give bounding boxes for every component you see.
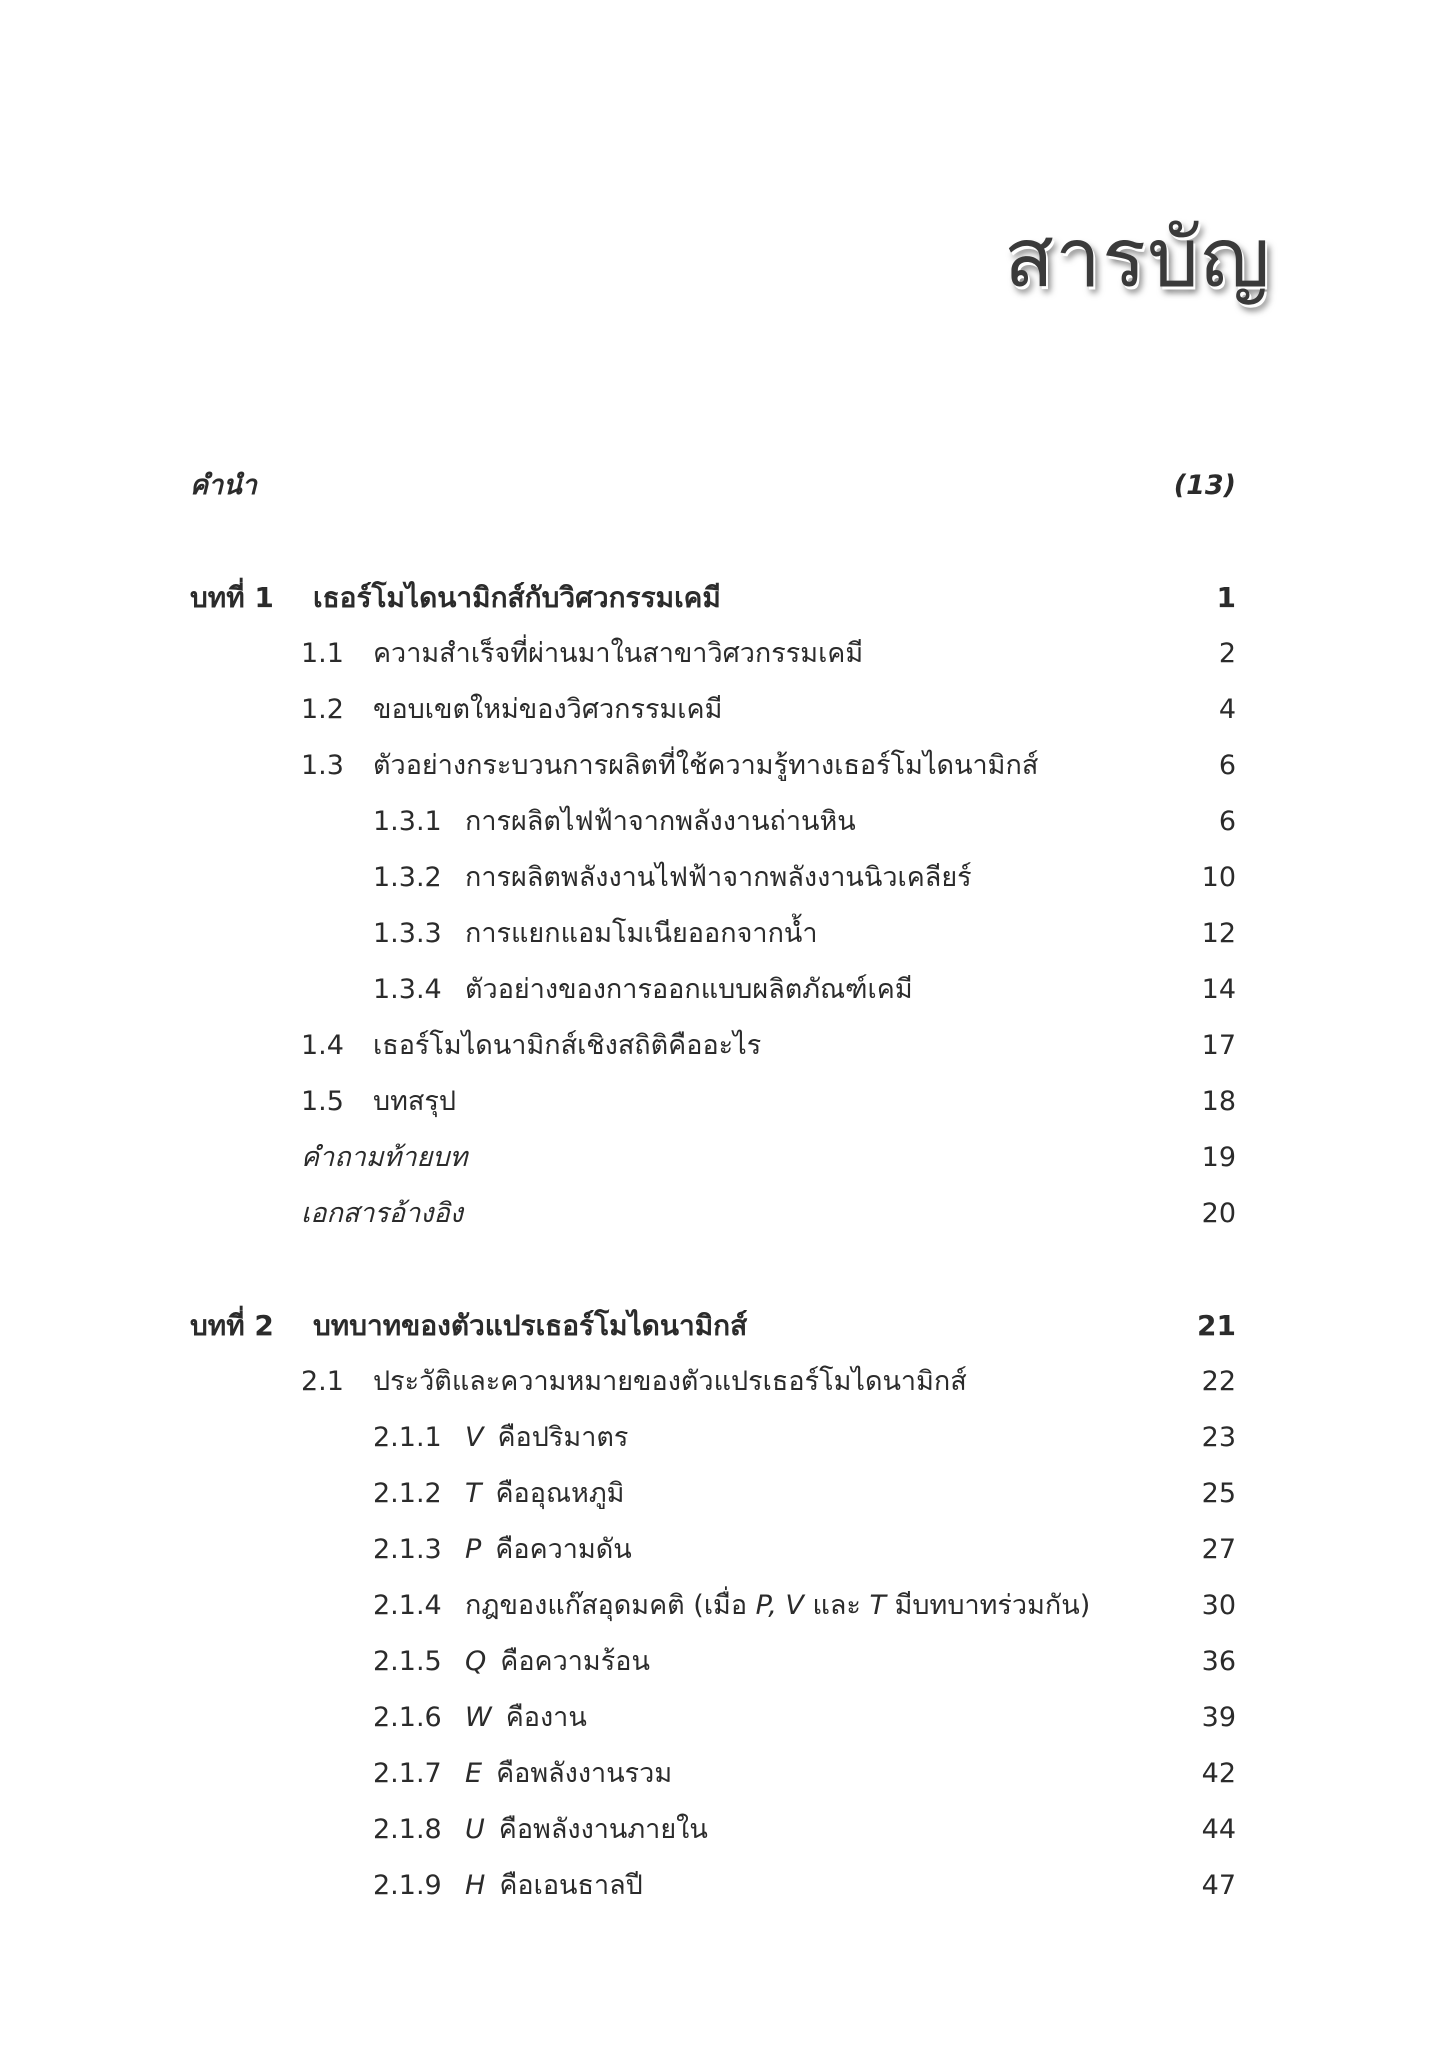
toc-entry-page: 36 <box>1201 1646 1236 1677</box>
section-title: คำถามท้ายบท <box>301 1142 468 1173</box>
toc-entry-chapter-1[interactable] <box>190 570 1236 626</box>
subsection-title <box>465 1522 632 1578</box>
page-title: สารบัญ <box>1003 211 1271 306</box>
toc-entry-preface[interactable] <box>190 458 1236 514</box>
toc-entry-chapter-1-questions[interactable] <box>190 1130 1236 1186</box>
toc-entry-2-1-3[interactable] <box>190 1522 1236 1578</box>
subsection-number: 2.1.8 <box>373 1814 442 1845</box>
subsection-title-text: คือพลังงานภายใน <box>498 1814 708 1845</box>
section-title: ตัวอย่างกระบวนการผลิตที่ใช้ความรู้ทางเธอร์โมไดนามิกส์ <box>373 750 1039 781</box>
section-title: ประวัติและความหมายของตัวแปรเธอร์โมไดนามิกส์ <box>373 1366 967 1397</box>
subsection-title <box>465 1690 587 1746</box>
toc-entry-page: 17 <box>1201 1030 1236 1061</box>
section-title: เอกสารอ้างอิง <box>301 1198 463 1229</box>
toc-entry-page: 2 <box>1218 638 1236 669</box>
toc-entry-page: 4 <box>1218 694 1236 725</box>
variable-symbol: H <box>465 1870 486 1901</box>
subsection-title-text: คือความดัน <box>495 1534 632 1565</box>
toc-entry-1-3-1[interactable] <box>190 794 1236 850</box>
toc-entry-1-2[interactable] <box>190 682 1236 738</box>
variable-symbol: Q <box>465 1646 487 1677</box>
variable-symbol: T <box>869 1590 887 1621</box>
subsection-title <box>465 1410 628 1466</box>
subsection-title: การผลิตไฟฟ้าจากพลังงานถ่านหิน <box>465 806 856 837</box>
subsection-number: 2.1.1 <box>373 1422 442 1453</box>
toc-entry-page: 19 <box>1201 1142 1236 1173</box>
subsection-title-text: คือพลังงานรวม <box>496 1758 673 1789</box>
section-number: 1.5 <box>301 1086 344 1117</box>
toc-entry-page: 6 <box>1218 806 1236 837</box>
section-number: 1.3 <box>301 750 344 781</box>
toc-entry-page: 23 <box>1201 1422 1236 1453</box>
toc-entry-title: คำนำ <box>190 470 257 501</box>
toc-entry-page: 20 <box>1201 1198 1236 1229</box>
section-title: เธอร์โมไดนามิกส์เชิงสถิติคืออะไร <box>373 1030 762 1061</box>
toc-entry-2-1-8[interactable] <box>190 1802 1236 1858</box>
toc-entry-2-1-1[interactable] <box>190 1410 1236 1466</box>
subsection-number: 1.3.3 <box>373 918 442 949</box>
subsection-number: 1.3.2 <box>373 862 442 893</box>
subsection-title-text: คือเอนธาลปี <box>499 1870 643 1901</box>
chapter-title: บทบาทของตัวแปรเธอร์โมไดนามิกส์ <box>313 1309 748 1342</box>
subsection-title <box>465 1746 672 1802</box>
subsection-number: 2.1.5 <box>373 1646 442 1677</box>
toc-entry-page: 18 <box>1201 1086 1236 1117</box>
subsection-title <box>465 1466 624 1522</box>
subsection-title <box>465 1634 650 1690</box>
section-gap <box>190 1242 1236 1298</box>
variable-symbol: P <box>465 1534 482 1565</box>
toc-entry-page: 1 <box>1216 581 1236 614</box>
toc-entry-1-3-3[interactable] <box>190 906 1236 962</box>
variable-symbol: P, <box>755 1590 777 1621</box>
toc-entry-2-1-2[interactable] <box>190 1466 1236 1522</box>
toc-entry-page: 21 <box>1197 1309 1236 1342</box>
subsection-number: 1.3.4 <box>373 974 442 1005</box>
table-of-contents <box>190 458 1236 1914</box>
section-number: 1.4 <box>301 1030 344 1061</box>
toc-entry-2-1-7[interactable] <box>190 1746 1236 1802</box>
subsection-title-text: คือความร้อน <box>500 1646 650 1677</box>
subsection-title: ตัวอย่างของการออกแบบผลิตภัณฑ์เคมี <box>465 974 913 1005</box>
toc-entry-2-1-9[interactable] <box>190 1858 1236 1914</box>
toc-entry-2-1-5[interactable] <box>190 1634 1236 1690</box>
subsection-number: 2.1.2 <box>373 1478 442 1509</box>
subsection-number: 2.1.6 <box>373 1702 442 1733</box>
section-number: 1.1 <box>301 638 344 669</box>
section-number: 1.2 <box>301 694 344 725</box>
variable-symbol: V <box>785 1590 804 1621</box>
subsection-title: การแยกแอมโมเนียออกจากน้ำ <box>465 918 818 949</box>
toc-entry-1-3[interactable] <box>190 738 1236 794</box>
subsection-title-text: คืองาน <box>505 1702 587 1733</box>
toc-entry-chapter-2[interactable] <box>190 1298 1236 1354</box>
variable-symbol: T <box>465 1478 482 1509</box>
toc-entry-1-4[interactable] <box>190 1018 1236 1074</box>
subsection-number: 2.1.3 <box>373 1534 442 1565</box>
toc-entry-1-3-2[interactable] <box>190 850 1236 906</box>
toc-entry-1-3-4[interactable] <box>190 962 1236 1018</box>
subsection-title-text: มีบทบาทร่วมกัน) <box>886 1590 1091 1621</box>
section-title: ความสำเร็จที่ผ่านมาในสาขาวิศวกรรมเคมี <box>373 638 864 669</box>
variable-symbol: W <box>465 1702 492 1733</box>
toc-entry-page: 39 <box>1201 1702 1236 1733</box>
toc-entry-page: 25 <box>1201 1478 1236 1509</box>
toc-entry-page: 10 <box>1201 862 1236 893</box>
subsection-number: 2.1.9 <box>373 1870 442 1901</box>
subsection-title-text: คืออุณหภูมิ <box>495 1478 625 1509</box>
toc-entry-chapter-1-references[interactable] <box>190 1186 1236 1242</box>
subsection-number: 2.1.4 <box>373 1590 442 1621</box>
toc-entry-page: 12 <box>1201 918 1236 949</box>
toc-entry-2-1-4[interactable] <box>190 1578 1236 1634</box>
variable-symbol: E <box>465 1758 483 1789</box>
chapter-number: บทที่ 2 <box>190 1309 274 1342</box>
chapter-number: บทที่ 1 <box>190 581 274 614</box>
toc-entry-1-5[interactable] <box>190 1074 1236 1130</box>
subsection-title-text: คือปริมาตร <box>497 1422 629 1453</box>
variable-symbol: U <box>465 1814 485 1845</box>
toc-entry-page: (13) <box>1173 470 1236 501</box>
toc-entry-page: 14 <box>1201 974 1236 1005</box>
subsection-title: การผลิตพลังงานไฟฟ้าจากพลังงานนิวเคลียร์ <box>465 862 972 893</box>
section-title: บทสรุป <box>373 1086 457 1117</box>
section-title: ขอบเขตใหม่ของวิศวกรรมเคมี <box>373 694 723 725</box>
subsection-title <box>465 1578 1090 1634</box>
toc-entry-page: 44 <box>1201 1814 1236 1845</box>
toc-entry-page: 22 <box>1201 1366 1236 1397</box>
toc-entry-2-1[interactable] <box>190 1354 1236 1410</box>
subsection-title-text: กฎของแก๊สอุดมคติ (เมื่อ <box>465 1590 756 1621</box>
subsection-number: 2.1.7 <box>373 1758 442 1789</box>
toc-entry-page: 27 <box>1201 1534 1236 1565</box>
toc-entry-1-1[interactable] <box>190 626 1236 682</box>
subsection-title <box>465 1858 643 1914</box>
subsection-number: 1.3.1 <box>373 806 442 837</box>
variable-symbol: V <box>465 1422 484 1453</box>
toc-entry-page: 47 <box>1201 1870 1236 1901</box>
section-number: 2.1 <box>301 1366 344 1397</box>
chapter-title: เธอร์โมไดนามิกส์กับวิศวกรรมเคมี <box>313 581 721 614</box>
toc-entry-page: 6 <box>1218 750 1236 781</box>
subsection-title <box>465 1802 708 1858</box>
toc-entry-2-1-6[interactable] <box>190 1690 1236 1746</box>
toc-entry-page: 30 <box>1201 1590 1236 1621</box>
section-gap <box>190 514 1236 570</box>
toc-entry-page: 42 <box>1201 1758 1236 1789</box>
subsection-title-text: และ <box>803 1590 870 1621</box>
